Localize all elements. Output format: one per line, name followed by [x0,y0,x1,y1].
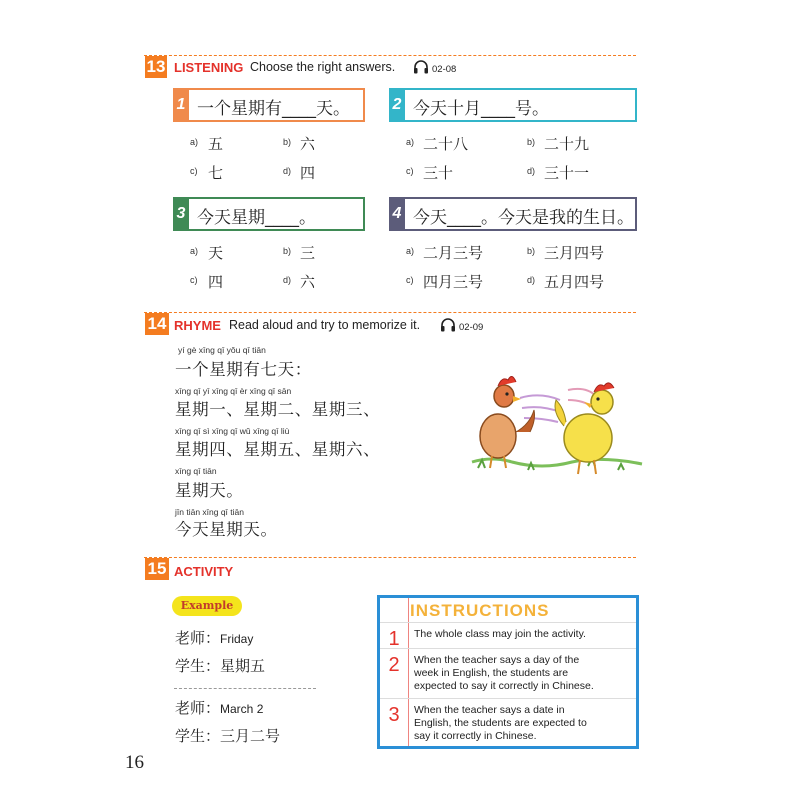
student-label: 学生： [175,727,221,745]
teacher-value: March 2 [220,702,264,716]
row-divider [380,698,636,699]
option-letter: c) [190,166,198,176]
example-row [175,655,265,676]
instructions-title: INSTRUCTIONS [410,601,550,620]
pinyin-line: yí gè xīng qī yǒu qī tiān [178,345,266,355]
row-divider [380,622,636,623]
teacher-label: 老师： [175,629,221,647]
example-divider [174,688,316,689]
track-number: 02-09 [459,322,484,333]
question-text: 今天星期____。 [197,208,316,228]
option-letter: b) [527,246,536,256]
option-text[interactable]: 三十 [423,164,454,182]
instruction-text: When the teacher says a day of the week in English, the students are expected to say it correctly in Chinese. [414,654,594,692]
roosters-illustration [468,366,646,484]
option-letter: d) [527,166,536,176]
example-row [175,697,263,718]
option-text[interactable]: 三十一 [544,164,590,182]
option-letter: a) [190,246,199,256]
pinyin-line: xīng qī yī xīng qī èr xīng qī sān [175,386,292,396]
option-text[interactable]: 七 [208,164,224,182]
example-row [175,725,280,746]
question-number: 4 [389,197,405,231]
instruction-number: 3 [388,704,400,726]
track-number: 02-08 [432,64,457,75]
section-title: ACTIVITY [174,564,234,579]
option-letter: b) [283,246,292,256]
option-letter: a) [406,246,415,256]
question-number: 1 [173,88,189,122]
option-text[interactable]: 二十八 [423,135,469,153]
option-letter: d) [283,275,292,285]
section-instruction: Read aloud and try to memorize it. [229,318,421,332]
option-letter: d) [283,166,292,176]
rhyme-line: 星期天。 [175,481,244,500]
rhyme-line: 星期四、星期五、星期六、 [175,440,381,459]
row-divider [380,648,636,649]
section-number: 14 [145,313,169,335]
question-box [389,88,637,122]
headphones-icon[interactable] [440,318,456,332]
option-text[interactable]: 六 [300,135,316,153]
option-text[interactable]: 二十九 [544,135,590,153]
option-letter: c) [190,275,198,285]
instruction-number: 2 [388,654,400,676]
instruction-number: 1 [388,628,400,650]
option-text[interactable]: 四 [208,273,224,291]
question-text: 今天十月____号。 [413,99,549,119]
rhyme-line: 星期一、星期二、星期三、 [175,400,381,419]
option-text[interactable]: 三 [300,244,316,262]
option-text[interactable]: 三月四号 [544,244,605,262]
question-box [173,88,365,122]
option-letter: b) [283,137,292,147]
option-letter: a) [406,137,415,147]
option-text[interactable]: 五 [208,135,224,153]
section-divider [144,55,636,56]
teacher-label: 老师： [175,699,221,717]
pinyin-line: xīng qī sì xīng qī wǔ xīng qī liù [175,426,290,436]
option-text[interactable]: 四月三号 [423,273,484,291]
option-letter: b) [527,137,536,147]
page-number: 16 [125,752,144,773]
instruction-text: The whole class may join the activity. [414,628,586,640]
option-text[interactable]: 四 [300,164,316,182]
student-value: 星期五 [220,657,266,675]
headphones-icon[interactable] [413,60,429,74]
example-row [175,627,253,648]
instructions-panel [377,595,639,749]
question-box [173,197,365,231]
section-divider [144,312,636,313]
section-number: 13 [146,57,166,76]
option-text[interactable]: 天 [208,244,224,262]
section-title: LISTENING [174,60,244,75]
option-text[interactable]: 五月四号 [544,273,605,291]
section-instruction: Choose the right answers. [250,60,396,74]
question-text: 今天____。今天是我的生日。 [413,208,634,228]
student-label: 学生： [175,657,221,675]
instructions-margin-line [408,598,409,746]
student-value: 三月二号 [220,727,281,745]
instruction-text: When the teacher says a date in English, the students are expected to say it correctly in Chinese. [414,704,587,742]
option-text[interactable]: 二月三号 [423,244,484,262]
question-text: 一个星期有____天。 [197,99,350,119]
rhyme-line: 今天星期天。 [175,520,278,539]
question-number: 3 [173,197,189,231]
teacher-value: Friday [220,632,254,646]
question-box [389,197,637,231]
option-text[interactable]: 六 [300,273,316,291]
section-number: 15 [145,558,169,580]
option-letter: a) [190,137,199,147]
option-letter: d) [527,275,536,285]
section-divider [144,557,636,558]
rhyme-line: 一个星期有七天： [175,360,312,379]
option-letter: c) [406,275,414,285]
section-title: RHYME [174,318,221,333]
option-letter: c) [406,166,414,176]
example-badge: Example [172,596,242,616]
question-number: 2 [389,88,405,122]
pinyin-line: jīn tiān xīng qī tiān [175,507,244,517]
pinyin-line: xīng qī tiān [175,466,217,476]
